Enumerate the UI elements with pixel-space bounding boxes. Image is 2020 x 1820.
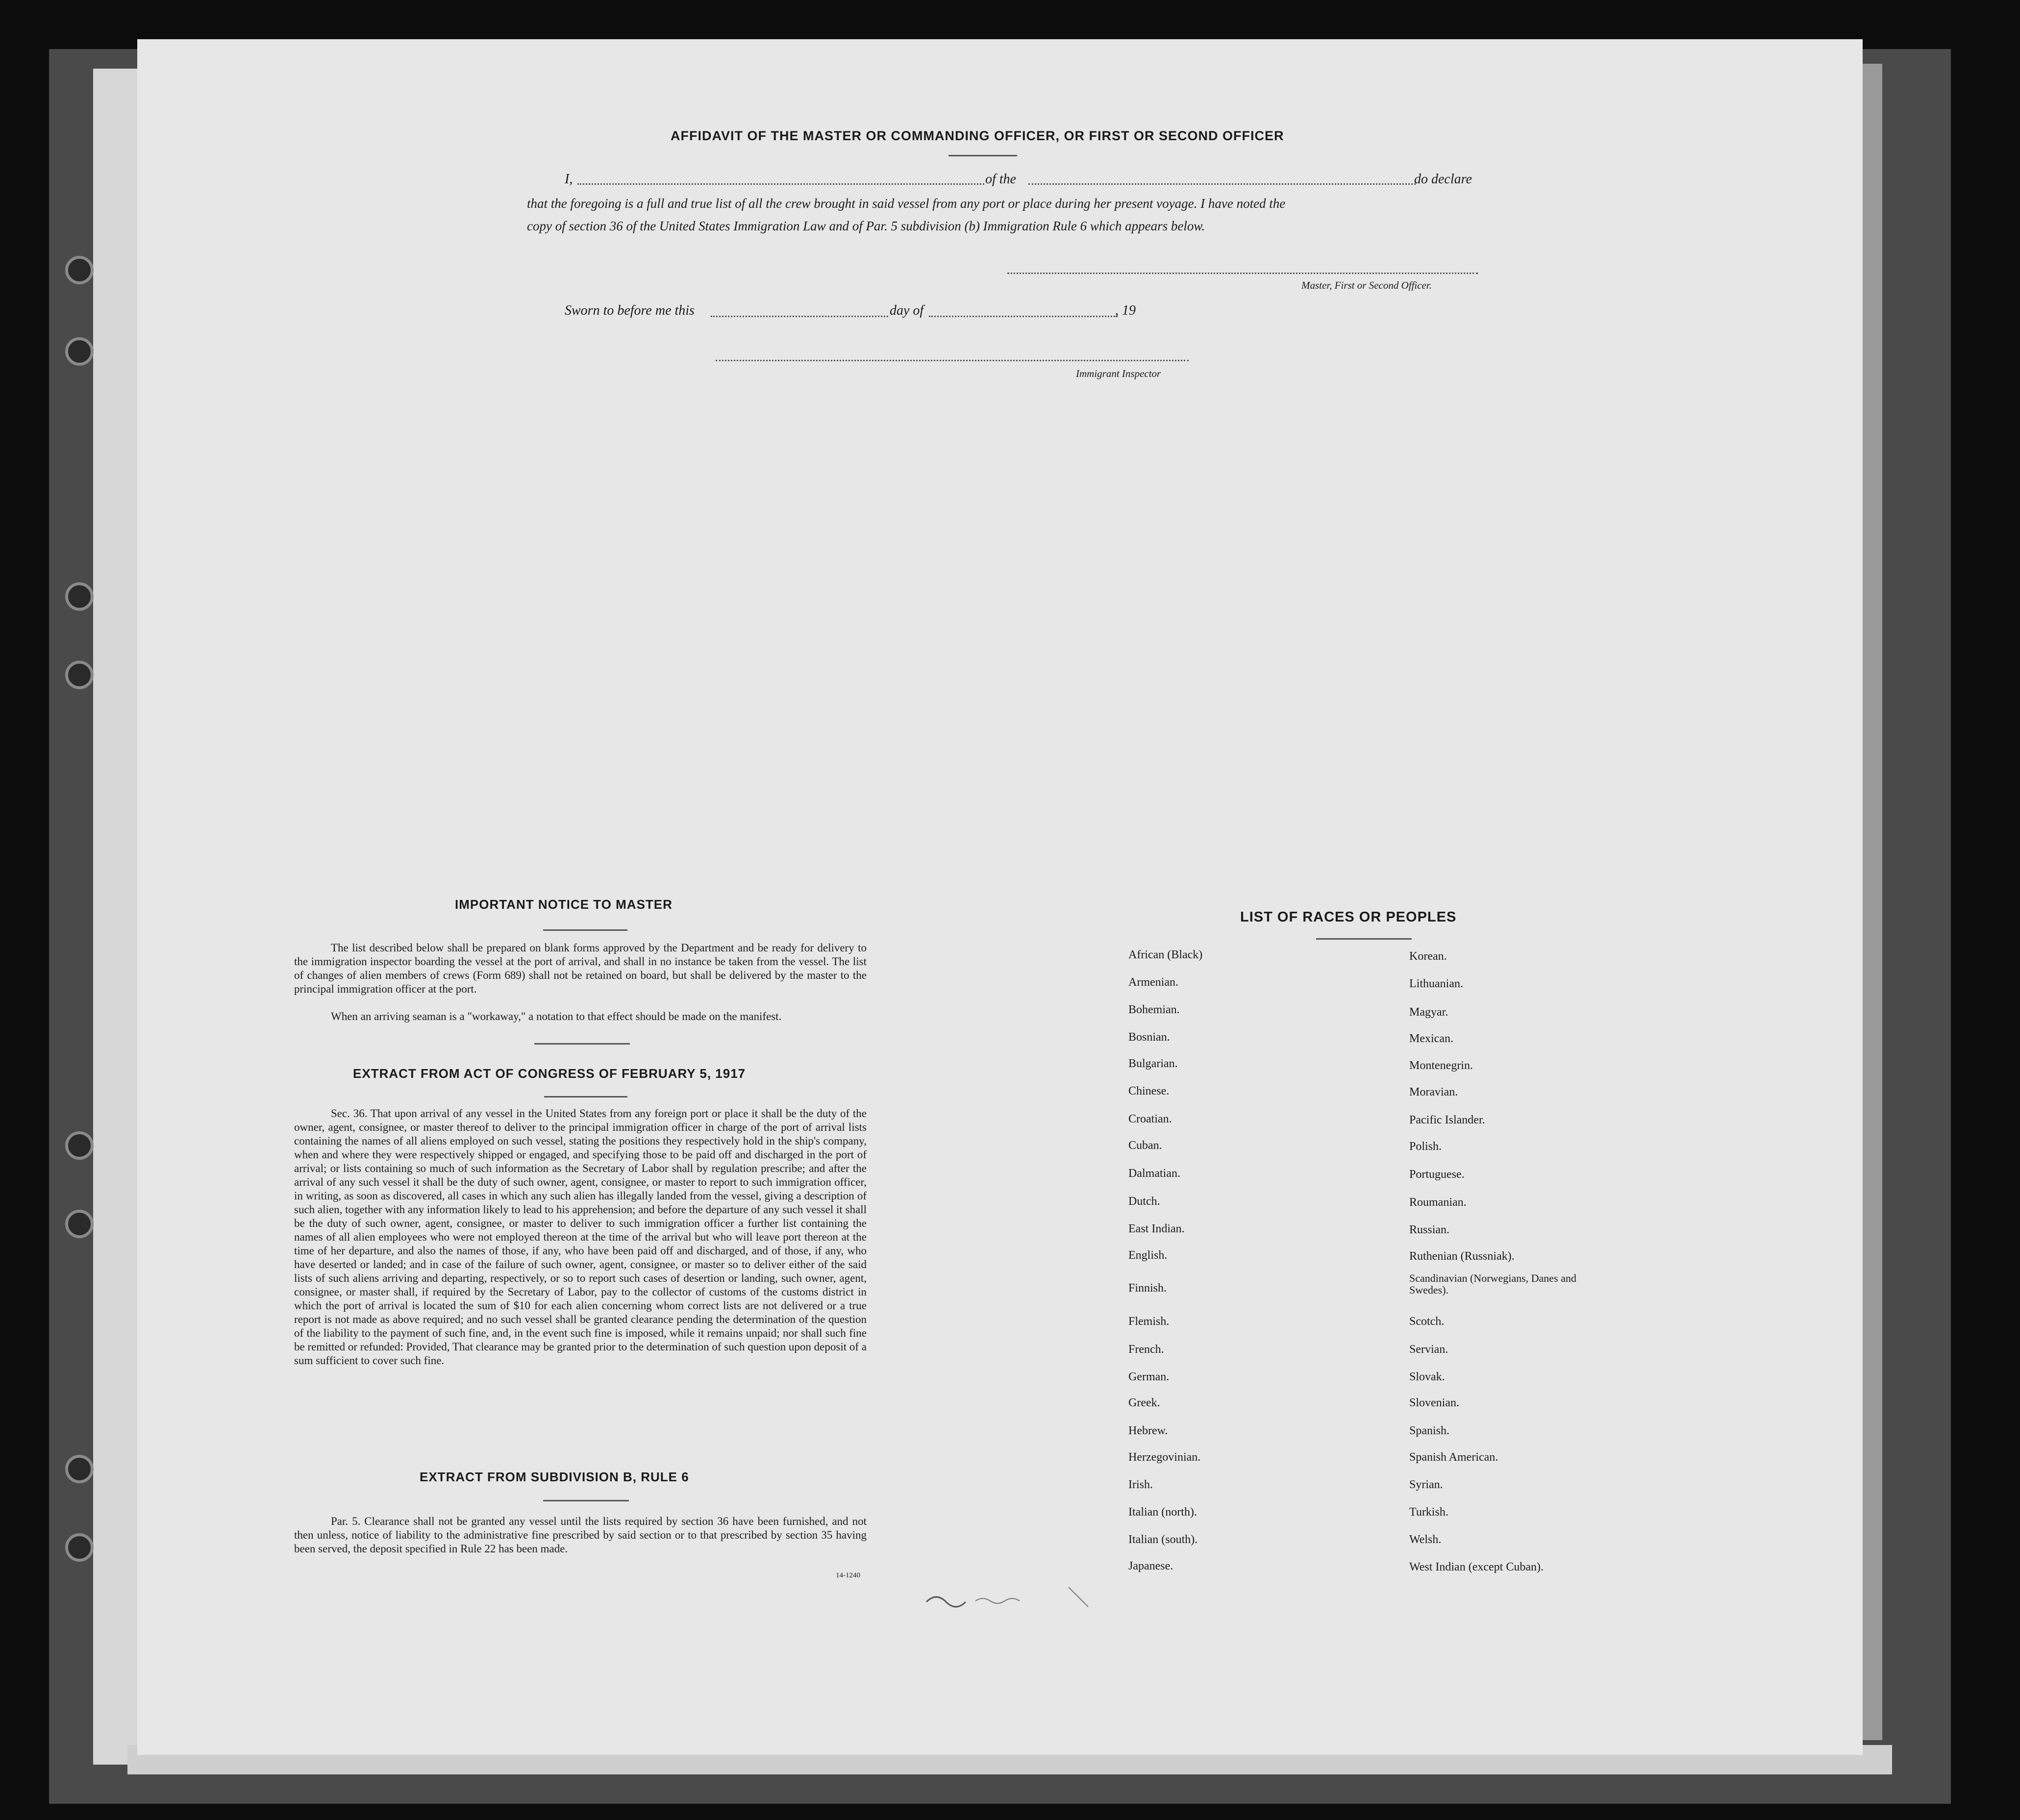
section-36-text: Sec. 36. That upon arrival of any vessel in the United States from any foreign port or place it shall be the duty of the owner, agent, consignee, or master thereof to deliver to the principal immigration officer in charge of the port of arrival lists containing the names of all aliens employed on such vessel, stating the positions they respectively hold in the ship's company, when and where they were respectively shipped or engaged, and specifying those to be paid off and discharged in the port of arrival; or lists containing so much of such information as the Secretary of Labor shall by regulation prescribe; and after the arrival of any such vessel it shall be the duty of such owner, agent, consignee, or master to report to such immigration officer, in writing, as soon as discovered, all cases in which any such alien has illegally landed from the vessel, giving a description of such alien, together with any information likely to lead to his apprehension; and before the departure of any such vessel it shall be the duty of such owner, agent, consignee, or master to deliver to such immigration officer a further list containing the names of all alien employees who were not employed thereon at the time of the arrival but who will leave port thereon at the time of her departure, and also the names of those, if any, who have been paid off and discharged, and of those, if any, who have deserted or landed; and in case of the failure of such owner, agent, consignee, or master so to deliver either of the said lists of such aliens arriving and departing, respectively, or so to report such cases of desertion or landing, such owner, agent, consignee, or master shall, if required by the Secretary of Labor, pay to the collector of customs of the customs district in which the port of arrival is located the sum of $10 for each alien concerning whom correct lists are not delivered or a true report is not made as above required; and no such vessel shall be granted clearance pending the determination of the question of the liability to the payment of such fine, and, in the event such fine is imposed, while it remains unpaid; nor shall such fine be remitted or refunded: Provided, That clearance may be granted prior to the determination of such question upon deposit of a sum sufficient to cover such fine. xyxy=(294,1107,867,1367)
race-item: German. xyxy=(1128,1371,1170,1383)
sworn-day-of: day of xyxy=(890,303,924,318)
race-item: Bulgarian. xyxy=(1128,1057,1178,1070)
race-item: Croatian. xyxy=(1128,1113,1172,1125)
notice-end-rule xyxy=(534,1043,630,1045)
race-item: Armenian. xyxy=(1128,976,1178,989)
declare-text: do declare xyxy=(1414,172,1472,187)
declarant-name-field[interactable] xyxy=(577,183,984,185)
race-item: Slovenian. xyxy=(1409,1396,1459,1409)
race-item: Flemish. xyxy=(1128,1315,1170,1328)
extract-act-title: EXTRACT FROM ACT OF CONGRESS OF FEBRUARY 5, 1917 xyxy=(353,1066,746,1081)
race-item: East Indian. xyxy=(1128,1222,1185,1235)
race-item: West Indian (except Cuban). xyxy=(1409,1561,1544,1573)
race-item: Welsh. xyxy=(1409,1533,1442,1546)
race-item: Polish. xyxy=(1409,1140,1442,1153)
notice-title: IMPORTANT NOTICE TO MASTER xyxy=(455,897,673,912)
notice-paragraph-1: The list described below shall be prepared on blank forms approved by the Department and be ready for delivery to the immigration inspector boarding the vessel at the port of arrival, and shall in no instance be taken from the vessel. The list of changes of alien members of crews (Form 689) shall not be retained on board, but shall be delivered by the master to the principal immigration officer at the port. xyxy=(294,942,867,995)
officer-signature-label: Master, First or Second Officer. xyxy=(1301,279,1432,291)
race-item: Dalmatian. xyxy=(1128,1167,1180,1180)
punch-hole-icon xyxy=(65,1131,94,1160)
races-title: LIST OF RACES OR PEOPLES xyxy=(1240,909,1457,925)
extract-rule-title: EXTRACT FROM SUBDIVISION B, RULE 6 xyxy=(420,1470,689,1484)
extract-act-title-rule xyxy=(544,1096,627,1097)
race-item: Irish. xyxy=(1128,1478,1153,1491)
race-item: Portuguese. xyxy=(1409,1168,1465,1181)
race-item: Spanish American. xyxy=(1409,1451,1498,1464)
sworn-year: , 19 xyxy=(1115,303,1136,318)
race-item: Pacific Islander. xyxy=(1409,1114,1485,1126)
race-item: Hebrew. xyxy=(1128,1424,1168,1437)
race-item: Turkish. xyxy=(1409,1506,1448,1519)
document-page xyxy=(137,39,1863,1755)
race-item: Lithuanian. xyxy=(1409,977,1463,990)
race-item: Spanish. xyxy=(1409,1424,1450,1437)
race-item: Finnish. xyxy=(1128,1282,1167,1295)
race-item: Herzegovinian. xyxy=(1128,1451,1201,1464)
inspector-label: Immigrant Inspector xyxy=(1076,368,1161,379)
punch-hole-icon xyxy=(65,1210,94,1238)
race-item: Bosnian. xyxy=(1128,1031,1170,1044)
race-item: African (Black) xyxy=(1128,948,1203,961)
inspector-signature-field[interactable] xyxy=(716,360,1189,361)
notice-title-rule xyxy=(543,929,627,931)
officer-signature-field[interactable] xyxy=(1007,273,1478,274)
form-number: 14-1240 xyxy=(836,1571,860,1579)
punch-hole-icon xyxy=(65,256,94,284)
race-item: Russian. xyxy=(1409,1223,1450,1236)
affidavit-title: AFFIDAVIT OF THE MASTER OR COMMANDING OFFICER, OR FIRST OR SECOND OFFICER xyxy=(671,128,1284,143)
race-item: Magyar. xyxy=(1409,1006,1448,1019)
affidavit-statement-line1: that the foregoing is a full and true list of all the crew brought in said vessel from any port or place during her present voyage. I have noted the xyxy=(527,196,1286,211)
race-item: Mexican. xyxy=(1409,1032,1453,1045)
punch-hole-icon xyxy=(65,337,94,366)
race-item: Servian. xyxy=(1409,1343,1448,1356)
race-item: Cuban. xyxy=(1128,1139,1162,1152)
punch-hole-icon xyxy=(65,582,94,611)
race-item: Greek. xyxy=(1128,1396,1160,1409)
sworn-prefix: Sworn to before me this xyxy=(565,303,695,318)
race-item: English. xyxy=(1128,1249,1168,1262)
notice-paragraph-2: When an arriving seaman is a "workaway," a notation to that effect should be made on the manifest. xyxy=(331,1010,782,1022)
declarant-vessel-prefix: of the xyxy=(985,172,1016,187)
affidavit-statement-line2: copy of section 36 of the United States Immigration Law and of Par. 5 subdivision (b) Immigration Rule 6 which appears below. xyxy=(527,219,1205,233)
races-title-rule xyxy=(1316,938,1412,940)
race-item: Chinese. xyxy=(1128,1085,1170,1097)
race-item: Roumanian. xyxy=(1409,1196,1467,1209)
affidavit-title-rule xyxy=(948,155,1017,156)
race-item: Moravian. xyxy=(1409,1086,1458,1098)
sworn-day-field[interactable] xyxy=(711,316,888,317)
punch-hole-icon xyxy=(65,1533,94,1562)
race-item: Slovak. xyxy=(1409,1371,1445,1383)
race-item: Scandinavian (Norwegians, Danes and Swedes). xyxy=(1409,1272,1576,1296)
vessel-name-field[interactable] xyxy=(1028,183,1416,185)
race-item: Italian (south). xyxy=(1128,1533,1198,1546)
sworn-month-field[interactable] xyxy=(929,316,1118,317)
race-item: Syrian. xyxy=(1409,1478,1443,1491)
race-item: Japanese. xyxy=(1128,1560,1173,1572)
race-item: Italian (north). xyxy=(1128,1506,1197,1519)
punch-hole-icon xyxy=(65,661,94,689)
declarant-prefix: I, xyxy=(565,172,573,187)
race-item: French. xyxy=(1128,1343,1164,1356)
rule-6-text: Par. 5. Clearance shall not be granted any vessel until the lists required by section 36 have been furnished, and not then unless, notice of liability to the administrative fine prescribed by said section or to that prescribed by section 35 having been served, the deposit specified in Rule 22 has been made. xyxy=(294,1515,867,1555)
race-item: Scotch. xyxy=(1409,1315,1445,1328)
extract-rule-title-rule xyxy=(543,1500,629,1501)
punch-hole-icon xyxy=(65,1455,94,1483)
race-item: Korean. xyxy=(1409,950,1447,963)
pencil-mark-icon xyxy=(922,1582,1108,1612)
race-item: Dutch. xyxy=(1128,1195,1160,1208)
race-item: Ruthenian (Russniak). xyxy=(1409,1250,1515,1263)
race-item: Montenegrin. xyxy=(1409,1059,1473,1072)
race-item: Bohemian. xyxy=(1128,1003,1180,1016)
